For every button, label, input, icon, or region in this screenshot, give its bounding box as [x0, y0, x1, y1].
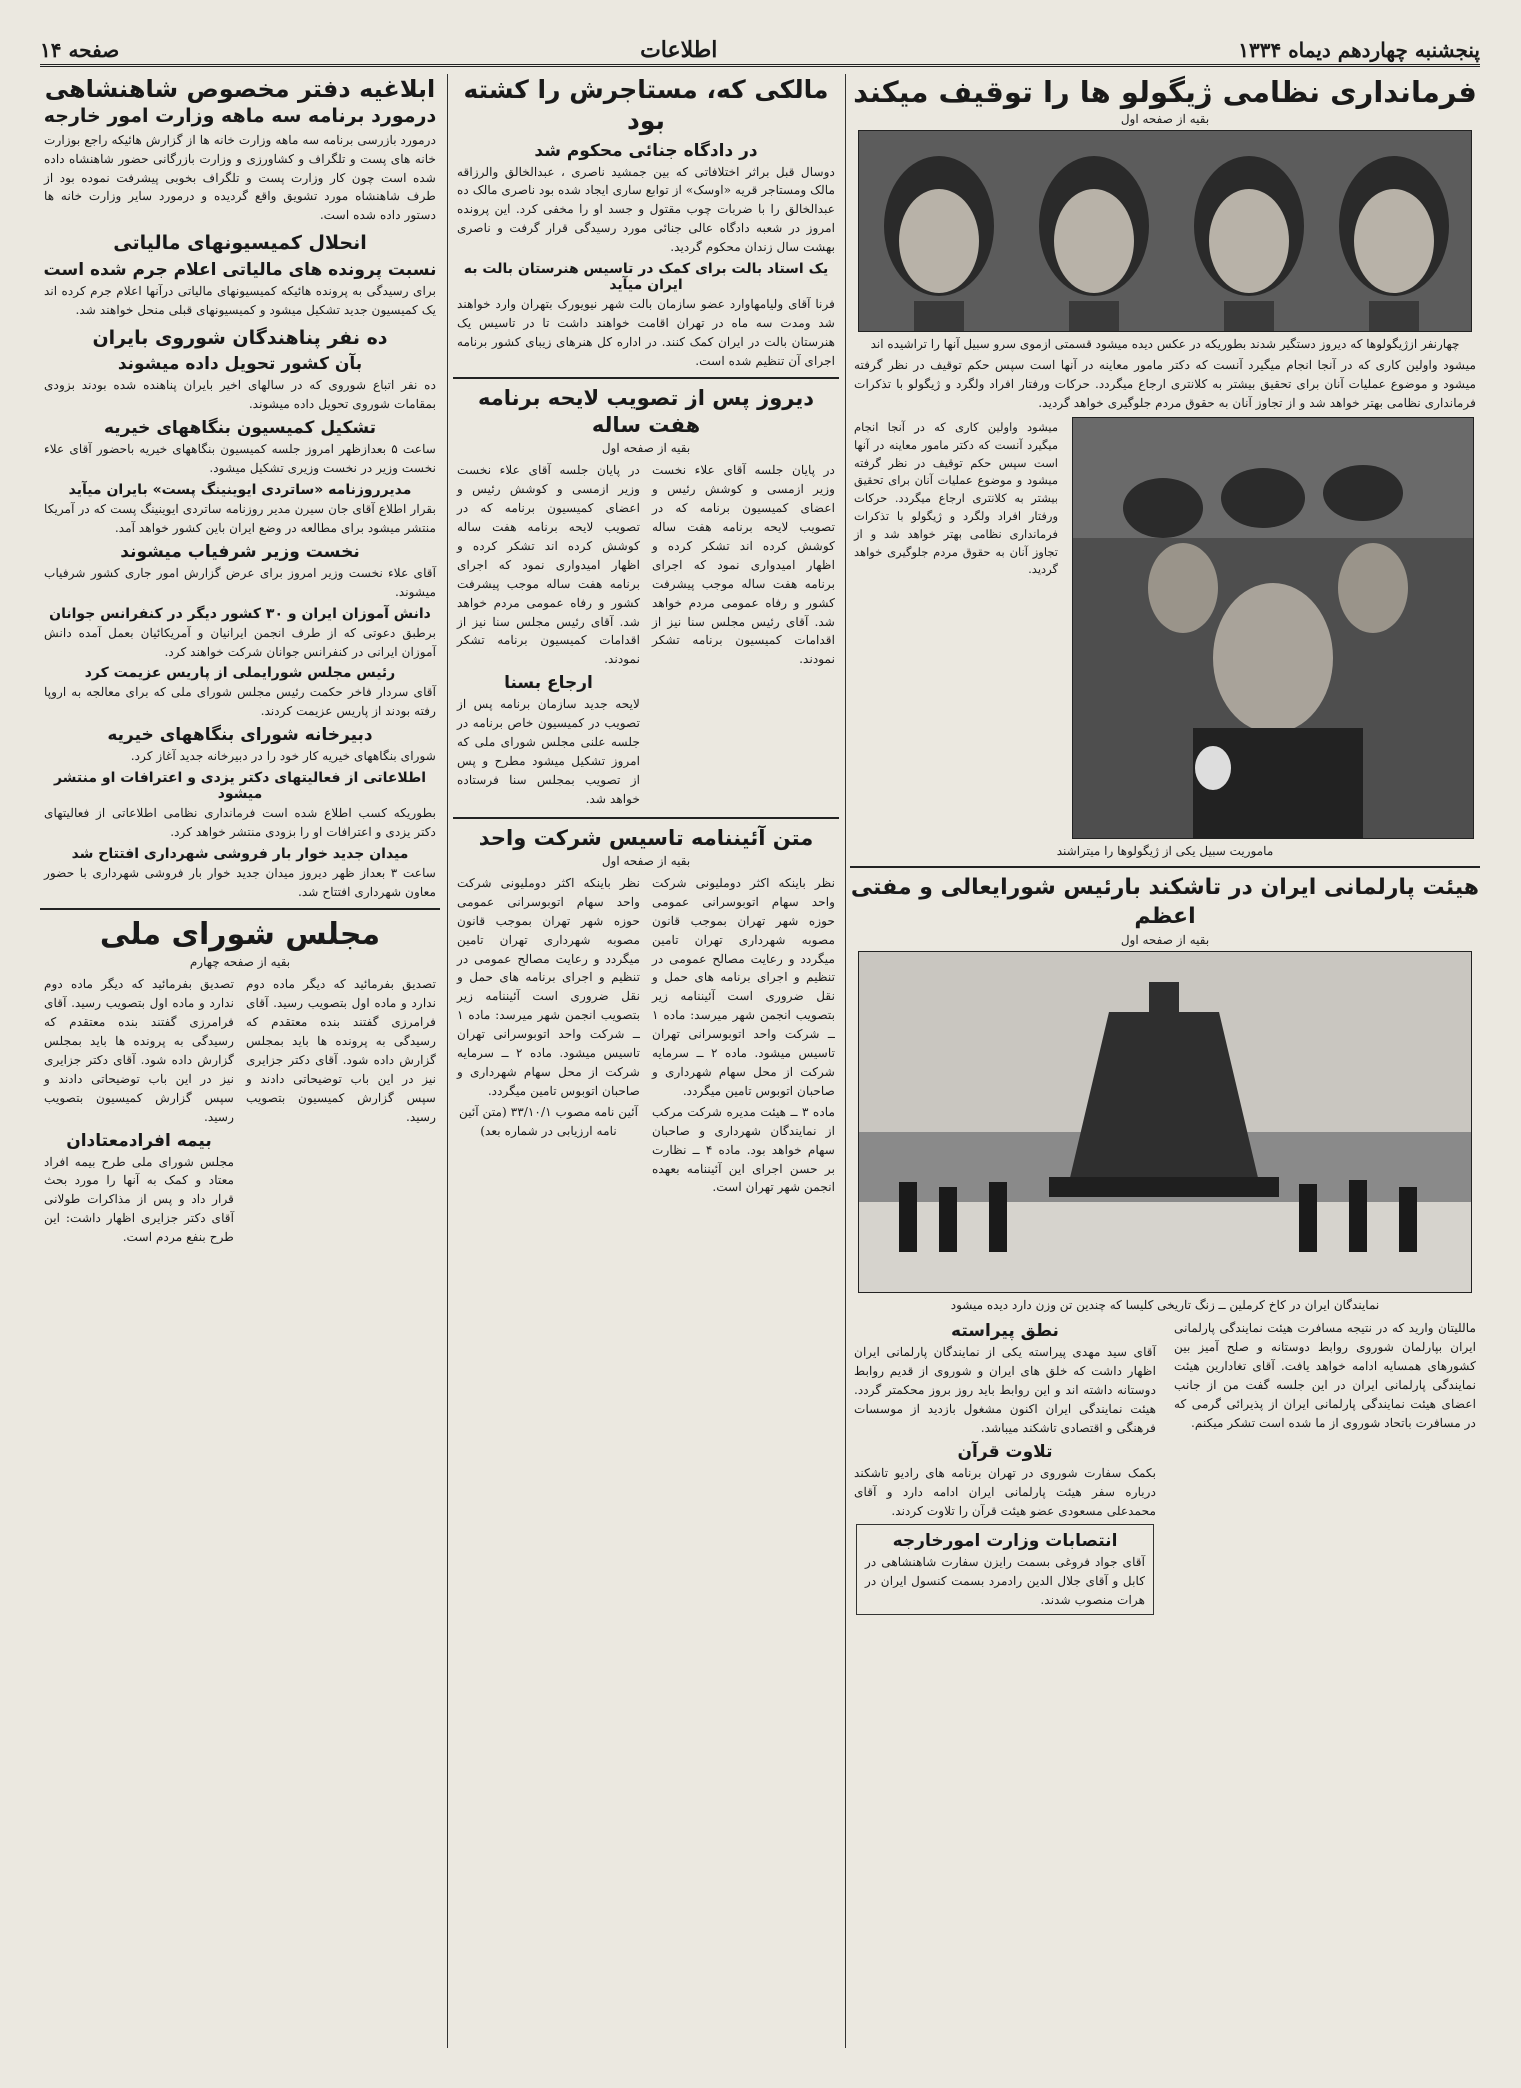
photo-shaving [1072, 417, 1474, 839]
headline-seven-year-plan: دیروز پس از تصویب لایحه برنامه هفت ساله [478, 385, 814, 437]
issue-date: پنجشنبه چهاردهم دیماه ۱۳۳۴ [1238, 38, 1480, 62]
column-middle [453, 74, 839, 2048]
royal-text: درمورد بازرسی برنامه سه ماهه وزارت خانه ها از گزارش هائیکه راجع بوزارت خانه های پست و تلگراف و کشاورزی و وزارت بازرگانی حضور شاهنشاه داده شده است چون کار وزارت پست و تلگراف بخوبی پیشرفت نموده بود از طرف شاهنشاه مورد تشویق واقع گردیده و درمورد سایر وزارت خانه ها دستور داده شده است. [44, 132, 436, 223]
photo-four-men-image [859, 131, 1471, 331]
subhead-tax-commissions: انحلال کمیسیونهای مالیاتی [113, 232, 367, 255]
headline-royal-office: ابلاغیه دفتر مخصوص شاهنشاهی [44, 75, 436, 103]
headline-tashkent: هیئت پارلمانی ایران در تاشکند بارئیس شورایعالی و مفتی اعظم [850, 874, 1480, 929]
subhead-tax-b: نسبت پرونده های مالیاتی اعلام جرم شده است [43, 259, 437, 280]
majlis-president-text: آقای سردار فاخر حکمت رئیس مجلس شورای ملی که برای معالجه به اروپا رفته بودند از پاریس عزیمت کردند. [44, 685, 436, 719]
tax-text: برای رسیدگی به پرونده هائیکه کمیسیونهای مالیاتی درآنها اعلام جرم کرده اند یک کمیسیون جدید تشکیل میشود و کمیسیونهای قبلی منحل خواهند شد. [44, 283, 436, 317]
headline-bus-company: متن آئیننامه تاسیس شرکت واحد [478, 825, 814, 850]
continued-note-3: بقیه از صفحه اول [601, 441, 691, 456]
editor-text: بقرار اطلاع آقای جان سیرن مدیر روزنامه ساتردی ایوینینگ پست که در آمریکا منتشر میشود برای مطالعه در وضع ایران باین کشور خواهد آمد. [44, 502, 436, 535]
bus-text-e: نظر باینکه اکثر دوملیونی شرکت واحد سهام اتوبوسرانی عمومی حوزه شهر تهران بموجب قانون مصوبه شهرداری تهران تامین میگردد و رعایت مصالح عمومی در تنظیم و اجرای برنامه های حمل و نقل ضروری است آئیننامه زیر بتصویب انجمن شهر میرسد: ماده ۱ ــ شرکت واحد اتوبوسرانی تهران تاسیس میشود. ماده ۲ ــ سرمایه شرکت از محل سهام شهرداری و صاحبان اتوبوس تامین میگردد. [652, 875, 836, 1098]
majlis-text-l2: تصدیق بفرمائید که دیگر ماده دوم ندارد و ماده اول بتصویب رسید. آقای فرامرزی گفتند بنده معتقدم که رسیدگی به پرونده ها باید بمجلس گزارش داده شود. آقای دکتر جزایری نیز در این باب توضیحاتی دادند و سپس گزارش کمیسیون بتصویب رسید. [44, 977, 234, 1124]
majlis-text-l: تصدیق بفرمائید که دیگر ماده دوم ندارد و ماده اول بتصویب رسید. آقای فرامرزی گفتند بنده معتقدم که رسیدگی به پرونده ها باید بمجلس گزارش داده شود. آقای دکتر جزایری نیز در این باب توضیحاتی دادند و سپس گزارش کمیسیون بتصویب رسید. [246, 977, 436, 1124]
headline-royal-office-b: درمورد برنامه سه ماهه وزارت امور خارجه [43, 105, 437, 127]
plan-text-d: لایحه جدید سازمان برنامه پس از تصویب در کمیسیون خاص برنامه در جلسه علنی مجلس شورای ملی که امروز تشکیل میشود مطرح و پس از تصویب بمجلس سنا فرستاده خواهد شد. [457, 697, 640, 806]
plan-text-c2: در پایان جلسه آقای علاء نخست وزیر ازمسی و کوشش رئیس و اعضای کمیسیون برنامه که در تصویب لایحه برنامه هفت ساله کوشش کرده اند تشکر کرده و اظهار امیدواری نمود که اجرای برنامه هفت ساله موجب پیشرفت کشور و رفاه عمومی مردم خواهد شد. آقای رئیس مجلس سنا نیز از اقدامات کمیسیون برنامه تشکر نمودند. [457, 463, 640, 667]
yazdi-text: بطوریکه کسب اطلاع شده است فرمانداری نظامی اطلاعاتی از فعالیتهای دکتر یزدی و اعترافات او را بزودی منتشر خواهد کرد. [44, 806, 436, 840]
pm-text: آقای علاء نخست وزیر امروز برای عرض گزارش امور جاری کشور شرفیاب میشوند. [44, 565, 436, 599]
refugees-text: ده نفر اتباع شوروی که در سالهای اخیر بایران پناهنده شده بودند بزودی بمقامات شوروی تحویل داده میشوند. [44, 378, 436, 412]
box-appointments [856, 1524, 1154, 1615]
subhead-editor: مدیرروزنامه «ساتردی ایوینینگ پست» بایران میآید [68, 482, 412, 499]
tashkent-text-b: ماللیتان وارید که در نتیجه مسافرت هیئت نمایندگی پارلمانی ایران بپارلمان شوروی روابط دوستانه و صلح آمیز بین کشورهای همسایه ادامه خواهد یافت. آقای تغادارین هیئت نمایندگی پارلمانی ایران در این جلسه گفت من از جانب اعضای هیئت نمایندگی پارلمانی ایران از پذیرائی گرمی که در مسافرت باتحاد شوروی از ما شده است تشکر میکنم. [1174, 1321, 1476, 1430]
photo-four-men [858, 130, 1472, 332]
subhead-yazdi: اطلاعاتی از فعالیتهای دکتر یزدی و اعترافات او منتشر میشود [53, 770, 427, 803]
subhead-pirasteh: نطق پیراسته [951, 1321, 1059, 1342]
plan-text-c: در پایان جلسه آقای علاء نخست وزیر ازمسی و کوشش رئیس و اعضای کمیسیون برنامه که در تصویب لایحه برنامه هفت ساله کوشش کرده اند تشکر کرده و اظهار امیدواری نمود که اجرای برنامه هفت ساله موجب پیشرفت کشور و رفاه عمومی مردم خواهد شد. آقای رئیس مجلس سنا نیز از اقدامات کمیسیون برنامه تشکر نمودند. [652, 463, 835, 667]
bus-text-e2: نظر باینکه اکثر دوملیونی شرکت واحد سهام اتوبوسرانی عمومی حوزه شهر تهران بموجب قانون مصوبه شهرداری تهران تامین میگردد و رعایت مصالح عمومی در تنظیم و اجرای برنامه های حمل و نقل ضروری است آئیننامه زیر بتصویب انجمن شهر میرسد: ماده ۱ ــ شرکت واحد اتوبوسرانی تهران تاسیس میشود. ماده ۲ ــ سرمایه شرکت از محل سهام شهرداری و صاحبان اتوبوس تامین میگردد. [457, 875, 641, 1098]
photo3-caption: نمایندگان ایران در کاخ کرملین ــ زنگ تاریخی کلیسا که چندین تن وزن دارد دیده میشود [950, 1298, 1380, 1313]
continued-note: بقیه از صفحه اول [1120, 112, 1210, 127]
subhead-charity-office: دبیرخانه شورای بنگاههای خیریه [107, 725, 373, 746]
ballet-text: فرنا آقای ولیامهاوارد عضو سازمان بالت شهر نیویورک بتهران وارد خواهند شد ومدت سه ماه در تهران اقامت خواهند داشت تا در تاسیس یک هنرستان بالت در ایران کمک کنند. در اداره کل هنرهای زیبای کشور برنامه اجرای آن تنظیم شده است. [457, 297, 835, 368]
tashkent-text-d: بکمک سفارت شوروی در تهران برنامه های رادیو تاشکند درباره سفر هیئت پارلمانی ایران ادامه دارد و آقای محمدعلی مسعودی عضو هیئت قرآن را تلاوت کردند. [854, 1465, 1156, 1518]
masthead [40, 36, 1480, 67]
photo-kremlin-bell-image [859, 952, 1471, 1292]
subhead-appointments: انتصابات وزارت امورخارجه [892, 1531, 1118, 1552]
photo1-caption: چهارنفر ازژیگولوها که دیروز دستگیر شدند بطوریکه در عکس دیده میشود قسمتی ازموی سرو سبیل آنها را تراشیده اند [870, 337, 1460, 352]
subhead-sentenced: در دادگاه جنائی محکوم شد [534, 140, 758, 161]
continued-note-2: بقیه از صفحه اول [1120, 933, 1210, 948]
appointments-text: آقای جواد فروغی بسمت رایزن سفارت شاهنشاهی در کابل و آقای جلال الدین رادمرد بسمت کنسول ایران در هرات منصوب شدند. [865, 1555, 1145, 1608]
headline-gigolos: فرمانداری نظامی ژیگولو ها را توقیف میکند [853, 75, 1477, 109]
gigolo-side-text: میشود واولین کاری که در آنجا انجام میگیرد آنست که دکتر مامور معاینه در آنها است سپس حکم توقیف در نظر گرفته میشود و موضوع عملیات آنان برای تحقیق بیشتر به کلانتری ارجاع میگردد. حرکات ورفتار افراد ولگرد و ژیگولو با تذکرات فرمانداری نظامی بهتر خواهد شد و از تجاوز آنان به حقوق مردم جلوگیری خواهد گردید. [854, 419, 1058, 577]
subhead-pm: نخست وزیر شرفیاب میشوند [120, 541, 360, 562]
gigolo-text-a: میشود واولین کاری که در آنجا انجام میگیرد آنست که دکتر مامور معاینه در آنها است سپس حکم توقیف در نظر گرفته میشود و موضوع عملیات آنان برای تحقیق بیشتر به کلانتری ارجاع میگردد. حرکات ورفتار افراد ولگرد و ژیگولو با تذکرات فرمانداری نظامی بهتر خواهد شد و از تجاوز آنان به حقوق مردم جلوگیری خواهد گردید. [854, 358, 1476, 411]
page-number: صفحه ۱۴ [40, 38, 120, 62]
subhead-charity: تشکیل کمیسیون بنگاههای خیریه [103, 418, 377, 439]
subhead-refugees-b: بآن کشور تحویل داده میشوند [117, 354, 363, 375]
subhead-refugees: ده نفر پناهندگان شوروی بایران [92, 326, 388, 349]
charity-office-text: شورای بنگاههای خیریه کار خود را در دبیرخانه جدید آغاز کرد. [130, 749, 436, 764]
column-divider-1 [845, 74, 846, 2048]
tashkent-text-c: آقای سید مهدی پیراسته یکی از نمایندگان پارلمانی ایران اظهار داشت که خلق های ایران و شوروی از قدیم روابط دوستانه داشته اند و این روابط باید روز بروز محکمتر گردد. هیئت نمایندگی ایران اکنون مشغول بازدید از موسسات فرهنگی و اقتصادی تاشکند میباشد. [854, 1345, 1156, 1435]
bus-signature: آئین نامه مصوب ۳۳/۱۰/۱ (متن آئین نامه ارزیابی در شماره بعد) [458, 1104, 639, 1138]
subhead-insurance: بیمه افرادمعتادان [66, 1130, 212, 1151]
subhead-quran: تلاوت قرآن [957, 1441, 1053, 1462]
paper-name: اطلاعات [640, 37, 718, 63]
charity-text: ساعت ۵ بعدازظهر امروز جلسه کمیسیون بنگاههای خیریه باحضور آقای علاء نخست وزیر در نخست وزیری تشکیل میشود. [44, 442, 436, 476]
photo-kremlin-bell [858, 951, 1472, 1293]
bus-text-f: ماده ۳ ــ هیئت مدیره شرکت مرکب از نمایندگان شهرداری و صاحبان سهام خواهد بود. ماده ۴ ــ نظارت بر حسن اجرای این آئیننامه بعهده انجمن شهر تهران است. [652, 1104, 835, 1195]
landlord-text: دوسال قبل براثر اختلافاتی که بین جمشید ناصری ، عبدالخالق والرزاقه مالک ومستاجر قریه «اوسک» از توابع ساری ایجاد شده بود ناصری مالک ده عبدالخالق را با ضربات چوب مقتول و جسد او را مخفی کرد. این پرونده امروز در شعبه دادگاه عالی جنائی مورد رسیدگی قرار گرفت و ناصری بهشت سال زندان محکوم گردید. [457, 164, 835, 255]
column-right [850, 74, 1480, 2048]
headline-landlord: مالکی که، مستاجرش را کشته بود [463, 75, 829, 136]
photo2-caption: ماموریت سبیل یکی از ژیگولوها را میتراشند [1056, 843, 1274, 858]
insurance-text: مجلس شورای ملی طرح بیمه افراد معتاد و کمک به آنها را مورد بحث قرار داد و پس از مذاکرات طولانی آقای دکتر جزایری اظهار داشت: این طرح بنفع مردم است. [44, 1154, 234, 1245]
market-text: ساعت ۳ بعداز ظهر دیروز میدان جدید خوار بار فروشی شهرداری با حضور معاون شهرداری افتتاح شد. [44, 866, 436, 899]
subhead-students: دانش آموزان ایران و ۳۰ کشور دیگر در کنفرانس جوانان [49, 605, 431, 622]
continued-note-4: بقیه از صفحه اول [601, 853, 691, 868]
column-divider-2 [447, 74, 448, 2048]
continued-note-5: بقیه از صفحه چهارم [189, 955, 291, 970]
subhead-majlis-president: رئیس مجلس شورایملی از پاریس عزیمت کرد [84, 665, 396, 682]
subhead-ballet: یک استاد بالت برای کمک در تاسیس هنرستان بالت به ایران میآید [463, 261, 829, 294]
headline-majlis: مجلس شورای ملی [99, 916, 381, 952]
students-text: برطبق دعوتی که از طرف انجمن ایرانیان و آمریکائیان بعمل آمده دانش آموزان ایرانی در کنفرانس جوانان شرکت خواهند کرد. [44, 625, 436, 659]
subhead-senate: ارجاع بسنا [504, 673, 593, 694]
column-left [40, 74, 440, 2048]
subhead-market: میدان جدید خوار بار فروشی شهرداری افتتاح شد [71, 846, 409, 862]
photo-shaving-image [1073, 418, 1473, 838]
